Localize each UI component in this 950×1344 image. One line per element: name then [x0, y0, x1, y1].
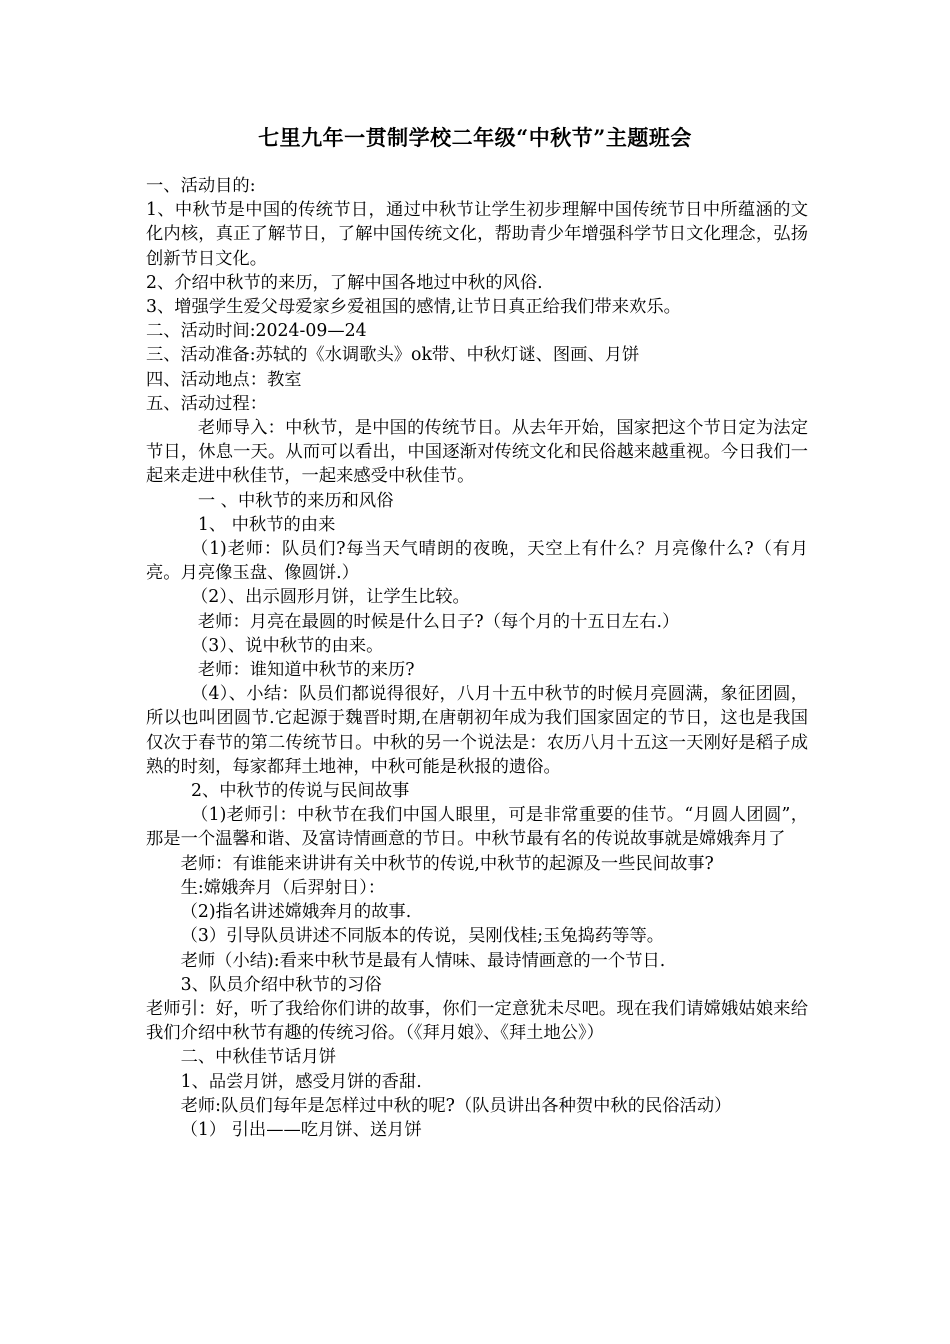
paragraph: 老师:队员们每年是怎样过中秋的呢?（队员讲出各种贺中秋的民俗活动） — [180, 1095, 732, 1116]
document-body — [146, 174, 808, 1142]
paragraph: （1)老师：队员们?每当天气晴朗的夜晚，天空上有什么？月亮像什么?（有月亮。月亮像玉盘、像圆饼.） — [146, 539, 808, 584]
paragraph: 五、活动过程： — [146, 393, 267, 414]
paragraph: 2、中秋节的传说与民间故事 — [190, 781, 410, 802]
paragraph: 二、中秋佳节话月饼 — [180, 1047, 337, 1068]
paragraph: 老师：谁知道中秋节的来历? — [197, 660, 415, 681]
paragraph: 老师导入：中秋节，是中国的传统节日。从去年开始，国家把这个节日定为法定节日，休息一天。从而可以看出，中国逐渐对传统文化和民俗越来越重视。今日我们一起来走进中秋佳节，一起来感受中秋佳节。 — [146, 418, 808, 487]
paragraph: 生:嫦娥奔月（后羿射日）： — [180, 877, 386, 898]
paragraph: 老师引：好，听了我给你们讲的故事，你们一定意犹未尽吧。现在我们请嫦娥姑娘来给我们介绍中秋节有趣的传统习俗。（《拜月娘》、《拜土地公》） — [146, 998, 808, 1044]
paragraph: 老师：月亮在最圆的时候是什么日子?（每个月的十五日左右.） — [197, 611, 680, 632]
paragraph: 一、活动目的: — [146, 176, 256, 196]
paragraph: 三、活动准备:苏轼的《水调歌头》ok带、中秋灯谜、图画、月饼 — [146, 345, 640, 366]
paragraph: 3、增强学生爱父母爱家乡爱祖国的感情,让节日真正给我们带来欢乐。 — [146, 297, 681, 318]
paragraph: （2）、出示圆形月饼，让学生比较。 — [190, 587, 470, 608]
paragraph: （1)老师引：中秋节在我们中国人眼里，可是非常重要的佳节。“月圆人团圆”，那是一个温馨和谐、及富诗情画意的节日。中秋节最有名的传说故事就是嫦娥奔月了 — [146, 805, 808, 850]
paragraph: 1、品尝月饼，感受月饼的香甜. — [180, 1071, 422, 1092]
paragraph: （2)指名讲述嫦娥奔月的故事. — [180, 902, 412, 923]
paragraph: 老师（小结):看来中秋节是最有人情味、最诗情画意的一个节日. — [180, 950, 666, 971]
paragraph: 一 、中秋节的来历和风俗 — [197, 490, 394, 511]
paragraph: （4）、小结：队员们都说得很好，八月十五中秋节的时候月亮圆满，象征团圆，所以也叫团圆节.它起源于魏晋时期,在唐朝初年成为我们国家固定的节日，这也是我国仅次于春节的第二传统节日。中秋的另一个说法是：农历八月十五这一天刚好是稻子成熟的时刻，每家都拜土地神，中秋可能是秋报的遗俗。 — [146, 684, 808, 777]
document-title: 七里九年一贯制学校二年级“中秋节”主题班会 — [258, 125, 692, 150]
paragraph: 二、活动时间:2024-09—24 — [146, 321, 367, 342]
paragraph: 1、中秋节是中国的传统节日，通过中秋节让学生初步理解中国传统节日中所蕴涵的文化内核，真正了解节日，了解中国传统文化，帮助青少年增强科学节日文化理念，弘扬创新节日文化。 — [146, 200, 808, 269]
paragraph: 老师：有谁能来讲讲有关中秋节的传说,中秋节的起源及一些民间故事? — [180, 853, 714, 874]
paragraph: 3、队员介绍中秋节的习俗 — [180, 974, 382, 995]
paragraph: 2、介绍中秋节的来历，了解中国各地过中秋的风俗. — [146, 272, 543, 293]
paragraph: （3）引导队员讲述不同版本的传说，吴刚伐桂;玉兔捣药等等。 — [180, 926, 665, 947]
paragraph: 1、 中秋节的由来 — [197, 514, 336, 535]
paragraph: （3）、说中秋节的由来。 — [190, 635, 384, 656]
paragraph: （1） 引出——吃月饼、送月饼 — [180, 1119, 422, 1140]
paragraph: 四、活动地点：教室 — [146, 369, 302, 390]
